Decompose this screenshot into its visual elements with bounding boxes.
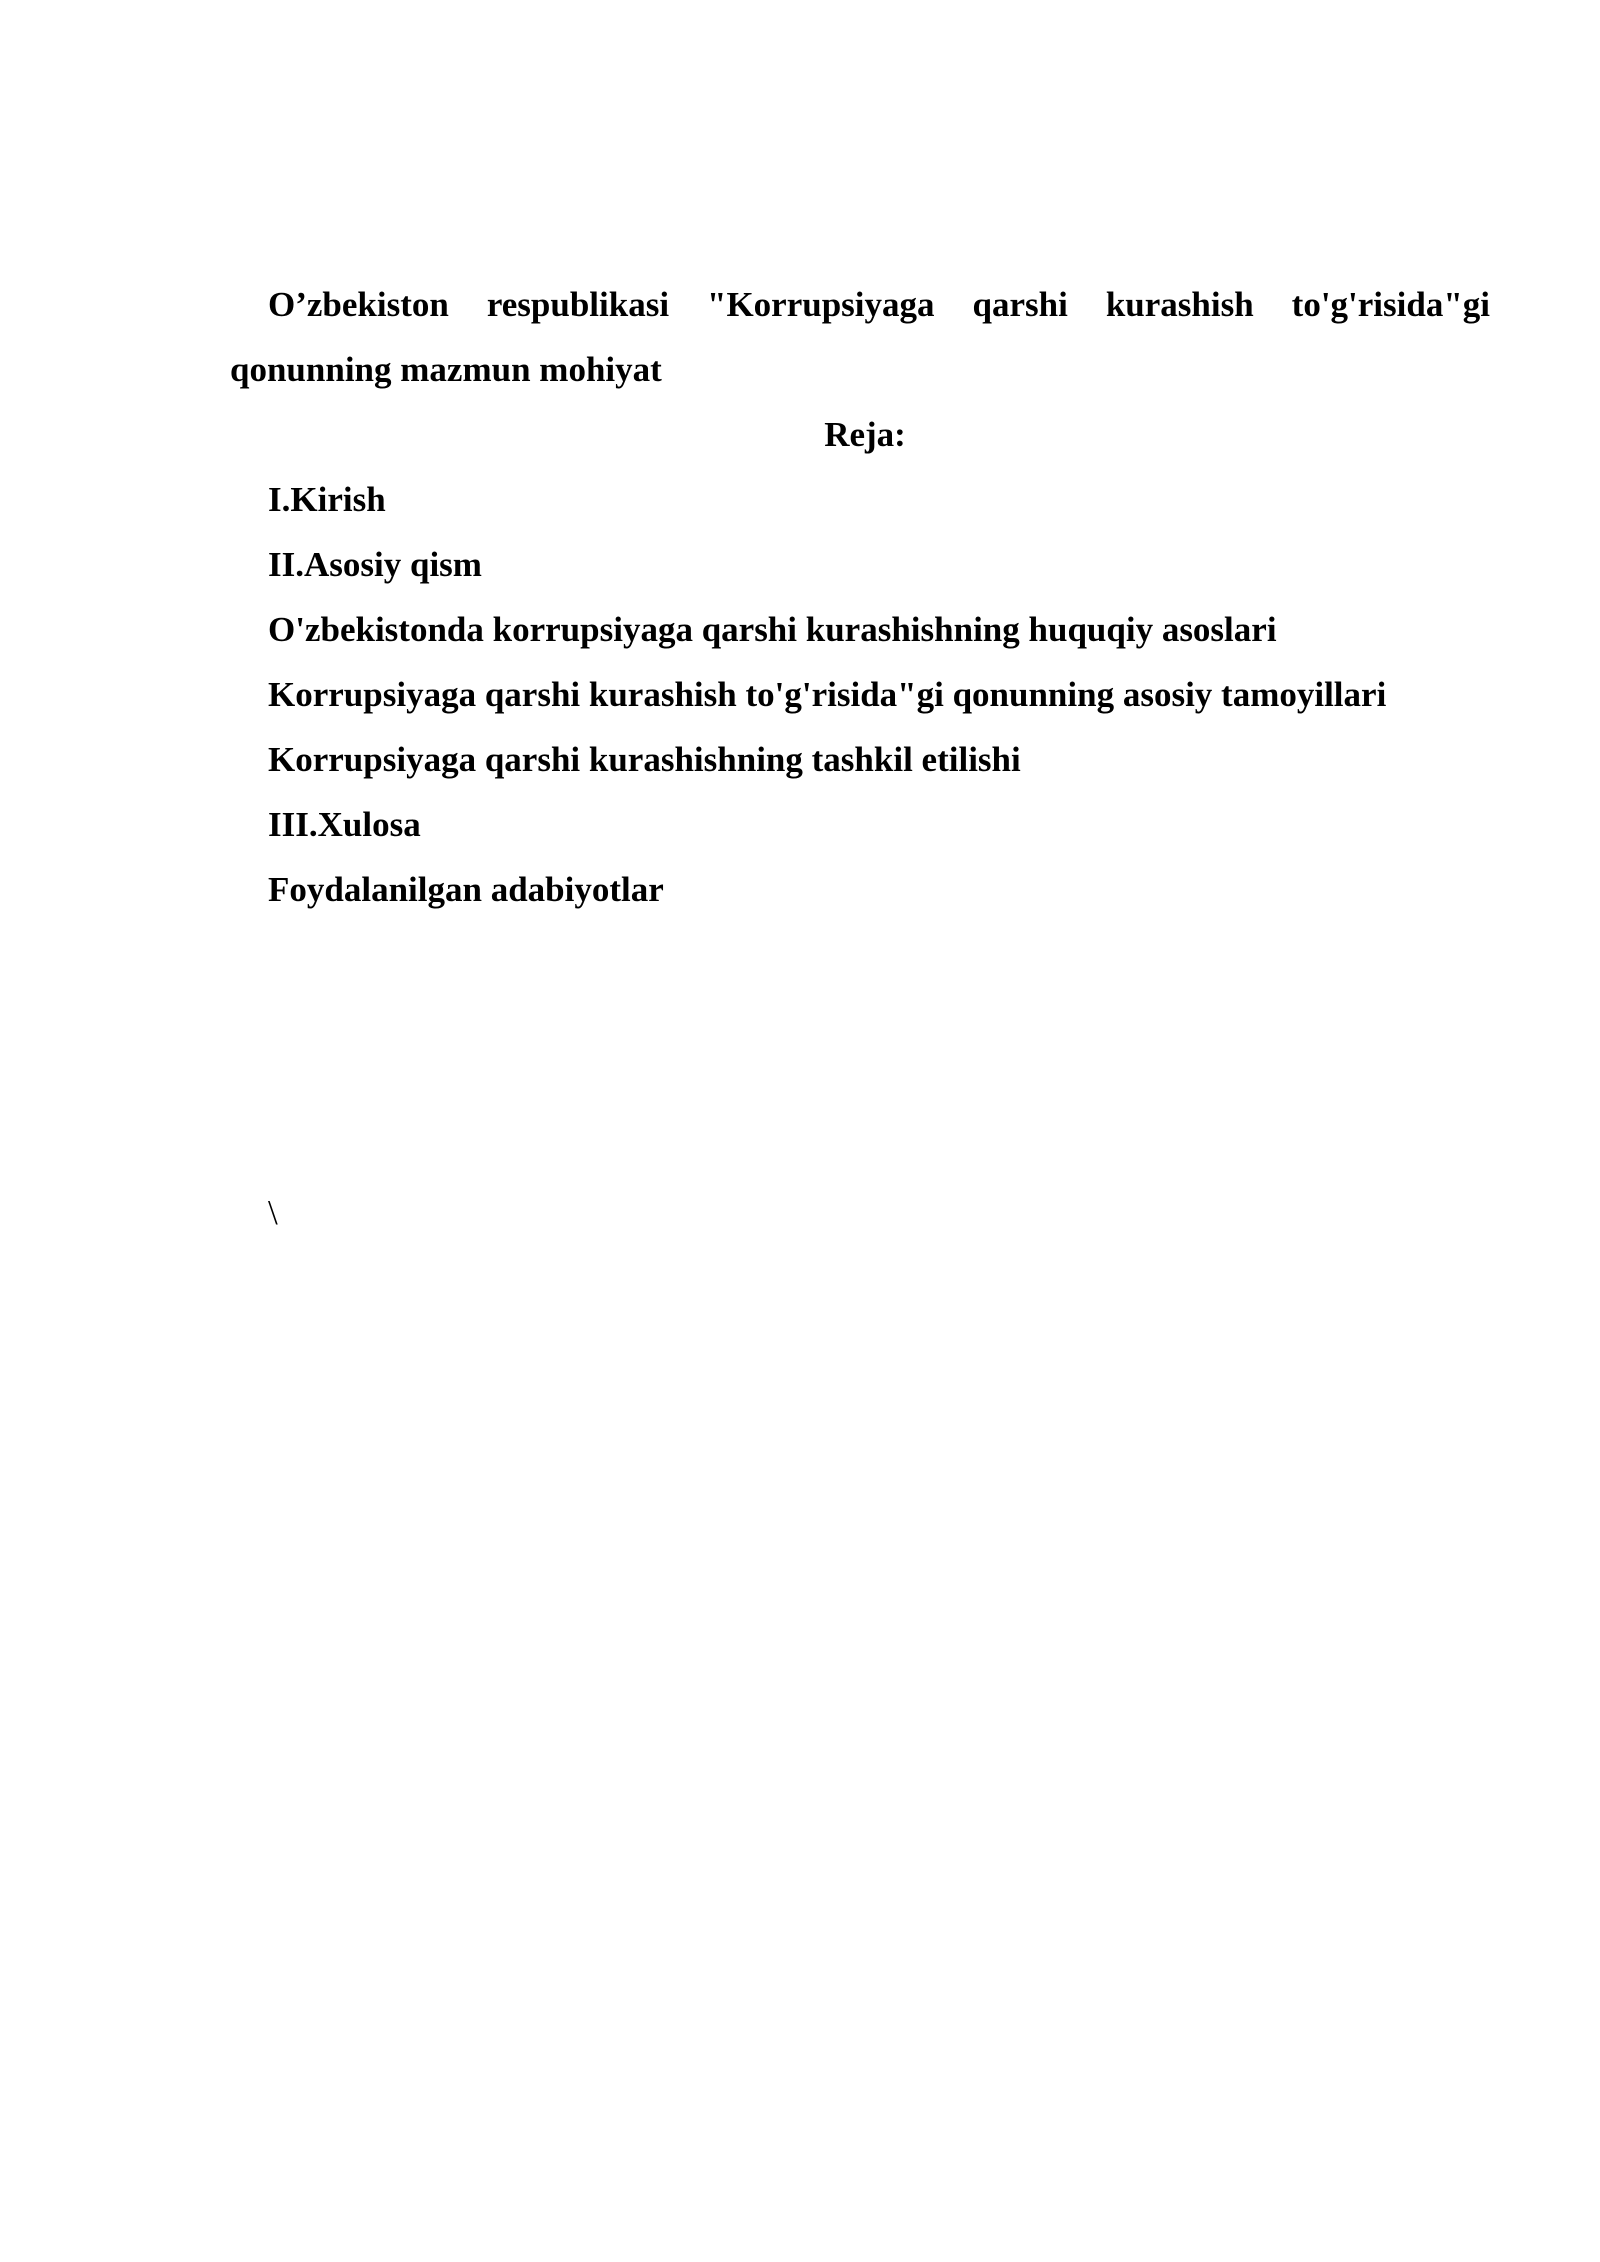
plan-item-main-part: II.Asosiy qism	[268, 545, 482, 584]
plan-item-organization: Korrupsiyaga qarshi kurashishning tashkil etilishi	[268, 740, 1021, 779]
plan-item-references: Foydalanilgan adabiyotlar	[268, 870, 664, 909]
plan-item-introduction: I.Kirish	[268, 480, 386, 519]
document-title: O’zbekiston respublikasi "Korrupsiyaga qarshi kurashish to'g'risida"gi qonunning mazmun mohiyat	[230, 285, 1490, 389]
plan-list	[230, 467, 1490, 922]
plan-heading: Reja:	[824, 415, 906, 454]
plan-item-conclusion: III.Xulosa	[268, 805, 421, 844]
document-body	[230, 272, 1490, 922]
stray-backslash: \	[268, 1193, 278, 1232]
plan-item-legal-basis: O'zbekistonda korrupsiyaga qarshi kurashishning huquqiy asoslari	[268, 610, 1277, 649]
plan-item-principles: Korrupsiyaga qarshi kurashish to'g'risida"gi qonunning asosiy tamoyillari	[268, 675, 1387, 714]
